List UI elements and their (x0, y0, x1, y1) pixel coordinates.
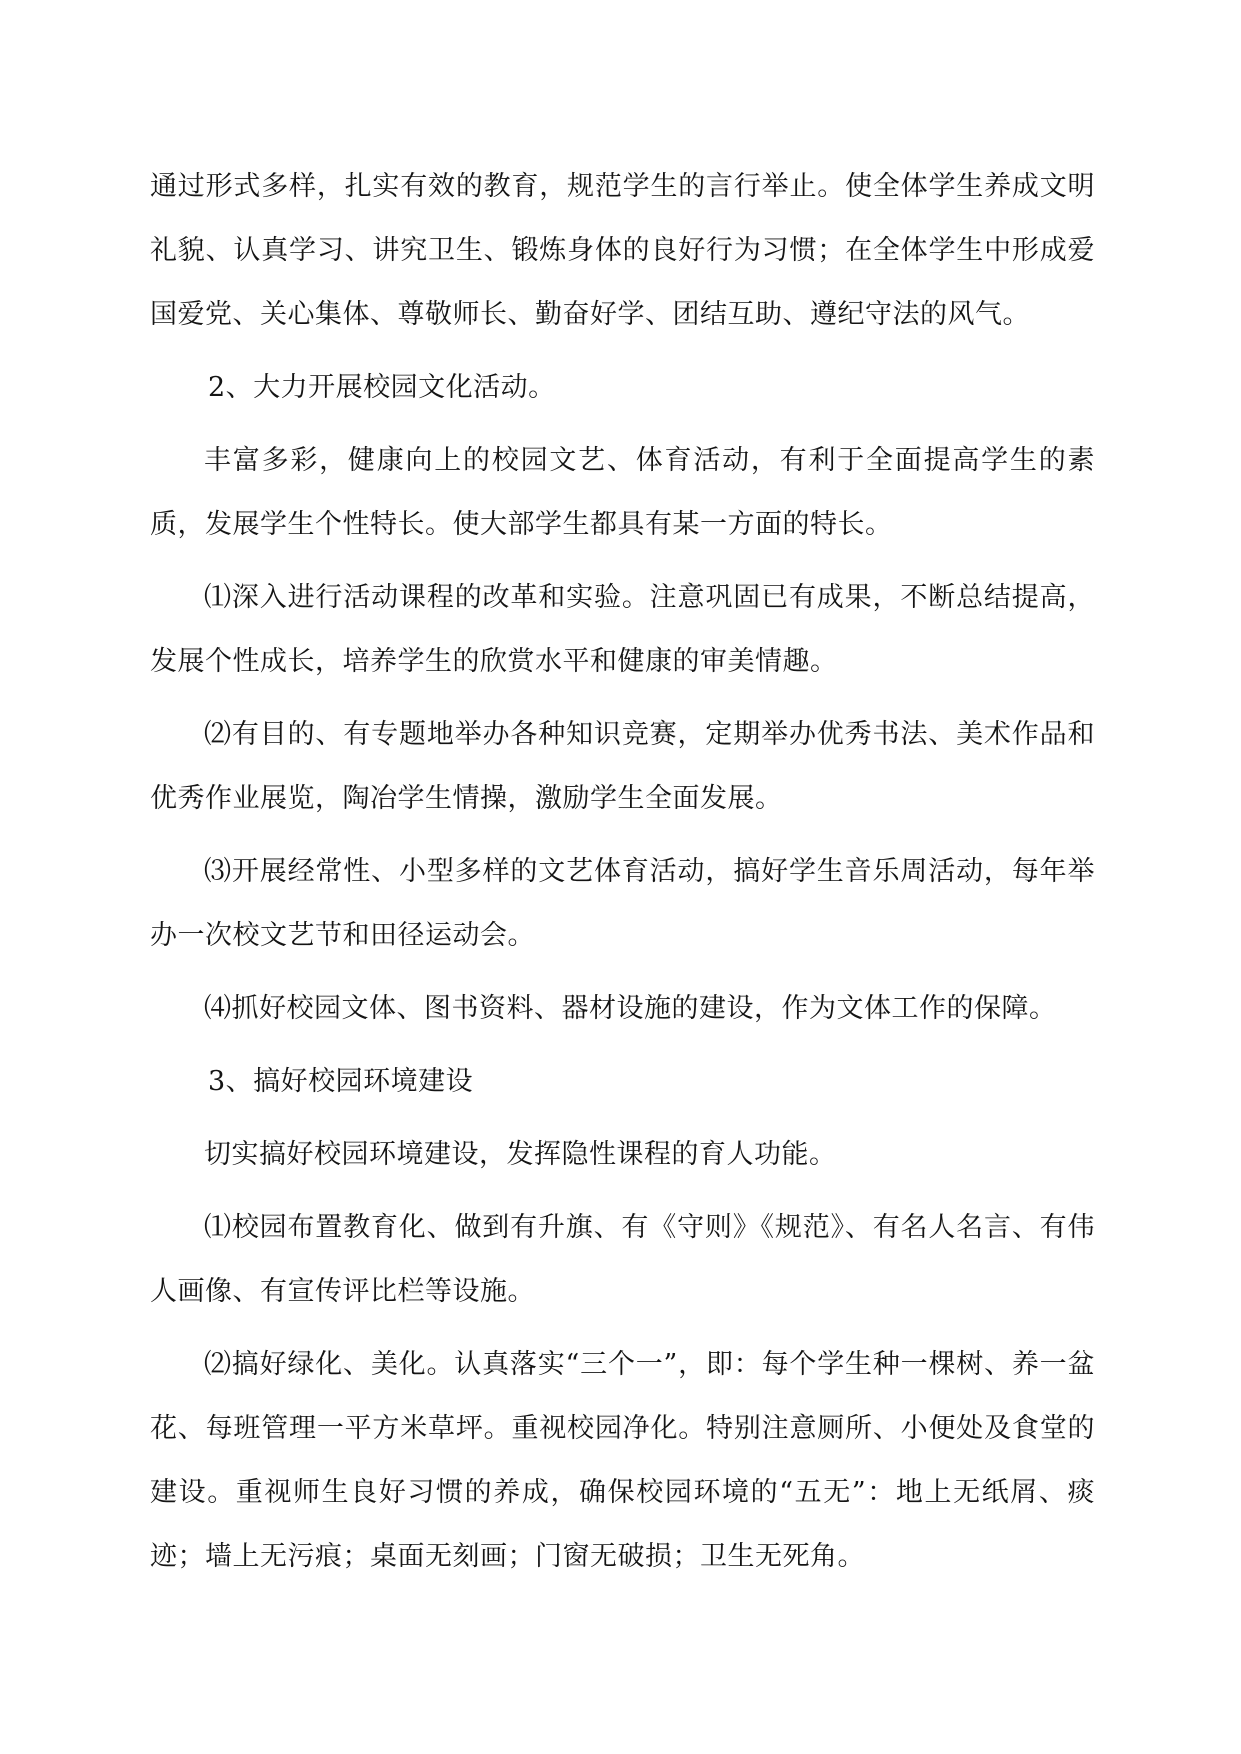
list-item-arts-sports: ⑶开展经常性、小型多样的文艺体育活动，搞好学生音乐周活动，每年举办一次校文艺节和田径运动会。 (150, 856, 1095, 951)
section-heading-campus-environment: 3、搞好校园环境建设 (208, 1066, 474, 1097)
paragraph-environment-intro: 切实搞好校园环境建设，发挥隐性课程的育人功能。 (204, 1139, 837, 1170)
list-item-facilities: ⑷抓好校园文体、图书资料、器材设施的建设，作为文体工作的保障。 (204, 993, 1057, 1024)
list-item-campus-layout: ⑴校园布置教育化、做到有升旗、有《守则》《规范》、有名人名言、有伟人画像、有宣传评比栏等设施。 (150, 1212, 1095, 1307)
document-page (150, 155, 1095, 1598)
section-heading-campus-culture: 2、大力开展校园文化活动。 (208, 372, 556, 403)
paragraph-culture-intro: 丰富多彩，健康向上的校园文艺、体育活动，有利于全面提高学生的素质，发展学生个性特长。使大部学生都具有某一方面的特长。 (150, 445, 1095, 540)
list-item-greening: ⑵搞好绿化、美化。认真落实“三个一”，即：每个学生种一棵树、养一盆花、每班管理一平方米草坪。重视校园净化。特别注意厕所、小便处及食堂的建设。重视师生良好习惯的养成，确保校园环境的“五无”：地上无纸屑、痰迹；墙上无污痕；桌面无刻画；门窗无破损；卫生无死角。 (150, 1349, 1095, 1572)
paragraph-behavior-habits: 通过形式多样，扎实有效的教育，规范学生的言行举止。使全体学生养成文明礼貌、认真学习、讲究卫生、锻炼身体的良好行为习惯；在全体学生中形成爱国爱党、关心集体、尊敬师长、勤奋好学、团结互助、遵纪守法的风气。 (150, 171, 1095, 330)
list-item-competitions: ⑵有目的、有专题地举办各种知识竞赛，定期举办优秀书法、美术作品和优秀作业展览，陶冶学生情操，激励学生全面发展。 (150, 719, 1095, 814)
list-item-activity-course: ⑴深入进行活动课程的改革和实验。注意巩固已有成果，不断总结提高，发展个性成长，培养学生的欣赏水平和健康的审美情趣。 (150, 582, 1095, 677)
